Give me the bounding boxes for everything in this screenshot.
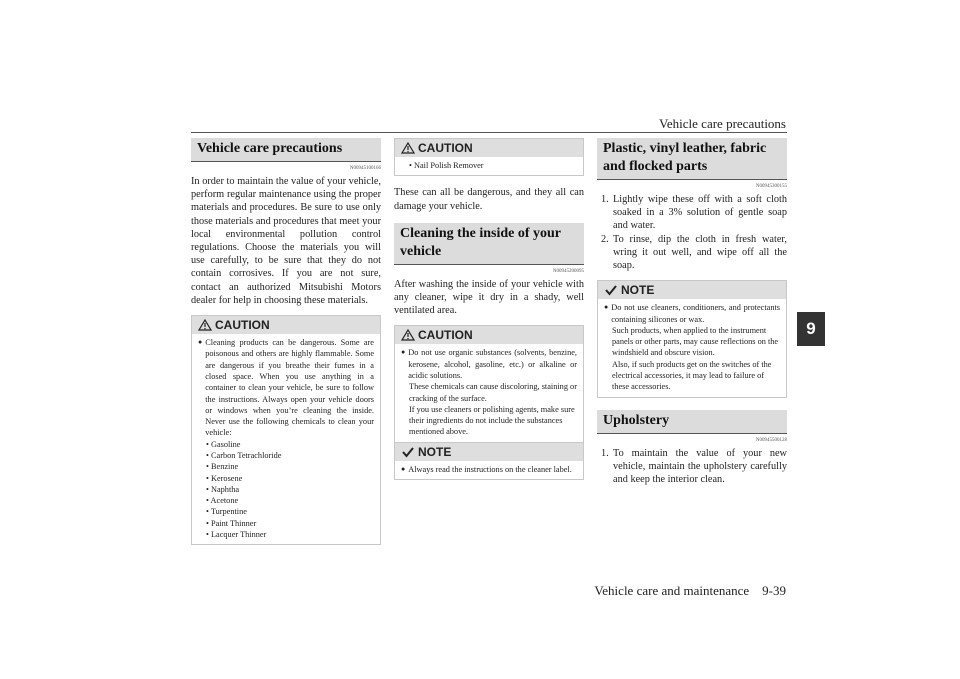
- caution-header: [395, 139, 583, 157]
- list-item: • Gasoline: [206, 439, 241, 449]
- list-item: • Nail Polish Remover: [409, 161, 484, 170]
- warning-triangle-icon: [401, 142, 415, 154]
- caution-text: Do not use organic substances (solvents, benzine, kerosene, alcohol, gasoline, etc.) or alkaline or acidic solutions.: [408, 348, 577, 380]
- caution-text: Cleaning products can be dangerous. Some are poisonous and others are highly flammable. Some are dangerous if you breathe their fumes in a closed space. When you use anything in a container to clean your vehicle, be sure to follow the instructions. Always open your vehicle doors or windows when you’re cleaning the inside. Never use the following chemicals to clean your vehicle:: [205, 338, 374, 438]
- section-code: N00945200095: [552, 268, 584, 274]
- section-heading-cleaning-inside: Cleaning the inside of your vehicle: [394, 223, 584, 265]
- note-bullet: [604, 302, 780, 325]
- note-header: [598, 281, 786, 299]
- chapter-tab: 9: [797, 312, 825, 346]
- caution-box: [191, 315, 381, 545]
- column-2: [394, 138, 584, 480]
- running-header: Vehicle care precautions: [658, 116, 786, 131]
- list-item: • Acetone: [206, 496, 239, 506]
- bullet-dot-icon: ●: [198, 338, 203, 347]
- section-code: N00945100166: [349, 166, 381, 171]
- column-1: [191, 138, 381, 545]
- numbered-step: [597, 447, 787, 487]
- caution-label: CAUTION: [215, 318, 270, 333]
- caution-text: These chemicals can cause discoloring, staining or cracking of the surface.: [409, 382, 577, 403]
- check-icon: [401, 446, 415, 458]
- section-heading-plastic: Plastic, vinyl leather, fabric and flocked parts: [597, 138, 787, 180]
- note-box: [394, 443, 584, 480]
- note-box: [597, 280, 787, 397]
- bullet-dot-icon: ●: [604, 303, 609, 312]
- note-text: Also, if such products get on the switches of the electrical accessories, it may lead to failure of these accessories.: [612, 359, 772, 392]
- note-text: Always read the instructions on the cleaner label.: [408, 464, 572, 474]
- numbered-step: [597, 193, 787, 233]
- note-body: [395, 461, 583, 479]
- section-code: N00945500128: [755, 437, 787, 443]
- step-number: 1.: [601, 194, 609, 205]
- note-label: NOTE: [418, 444, 452, 459]
- list-item: • Lacquer Thinner: [206, 530, 267, 540]
- intro-paragraph: In order to maintain the value of your vehicle, perform regular maintenance using the proper materials and procedures. Be sure to use only those materials and procedures that meet your local environmental pollution control regulations. Choose the materials you will use carefully, to be sure that they do not contain corrosives. If you are not sure, contact an authorized Mitsubishi Motors dealer for help in choosing these materials.: [191, 176, 381, 306]
- column-3: [597, 138, 787, 486]
- step-number: 2.: [601, 233, 609, 245]
- caution-header: [192, 316, 380, 334]
- caution-bullet: [401, 347, 577, 381]
- note-bullet: [401, 464, 577, 475]
- caution-text: If you use cleaners or polishing agents, make sure their ingredients do not include the substances mentioned above.: [409, 404, 575, 437]
- step-number: 1.: [601, 447, 609, 459]
- list-item: • Carbon Tetrachloride: [206, 451, 282, 460]
- note-text: Such products, when applied to the instrument panels or other parts, may cause reflections on the windshield and obscure vision.: [612, 325, 779, 358]
- note-header: [395, 443, 583, 461]
- danger-paragraph: These can all be dangerous, and they all can damage your vehicle.: [394, 187, 584, 212]
- list-item: • Benzine: [206, 462, 239, 472]
- chemical-list: [198, 439, 374, 541]
- step-text: To maintain the value of your new vehicle, maintain the upholstery carefully and keep the interior clean.: [613, 447, 787, 485]
- header-rule: [191, 132, 787, 133]
- list-item: • Paint Thinner: [206, 518, 257, 528]
- caution-bullet: [198, 337, 374, 439]
- check-icon: [604, 284, 618, 296]
- section-heading-upholstery: Upholstery: [597, 410, 787, 434]
- list-item: • Kerosene: [206, 473, 243, 483]
- step-text: To rinse, dip the cloth in fresh water, wring it out well, and wipe off all the soap.: [613, 233, 787, 272]
- warning-triangle-icon: [401, 329, 415, 341]
- caution-body: [192, 334, 380, 544]
- caution-body: [395, 344, 583, 441]
- note-body: [598, 299, 786, 396]
- page-footer: Vehicle care and maintenance 9-39: [594, 583, 786, 598]
- section-code: N00945300155: [755, 184, 787, 189]
- caution-label: CAUTION: [418, 328, 473, 343]
- caution-box-2: [394, 325, 584, 442]
- section-heading-vehicle-care: Vehicle care precautions: [191, 138, 381, 162]
- list-item: • Naphtha: [206, 484, 240, 494]
- caution-header: [395, 326, 583, 344]
- list-item: • Turpentine: [206, 507, 247, 517]
- caution-label: CAUTION: [418, 141, 473, 155]
- warning-triangle-icon: [198, 319, 212, 331]
- bullet-dot-icon: ●: [401, 348, 406, 357]
- numbered-step: [597, 233, 787, 273]
- note-text: Do not use cleaners, conditioners, and protectants containing silicones or wax.: [611, 303, 780, 324]
- caution-box-continued: [394, 138, 584, 176]
- note-label: NOTE: [621, 283, 655, 298]
- step-text: Lightly wipe these off with a soft cloth soaked in a 3% solution of gentle soap and water.: [613, 194, 787, 232]
- caution-body: [395, 157, 583, 175]
- cleaning-paragraph: After washing the inside of your vehicle with any cleaner, wipe it dry in a shady, well ventilated area.: [394, 278, 584, 317]
- bullet-dot-icon: ●: [401, 464, 406, 473]
